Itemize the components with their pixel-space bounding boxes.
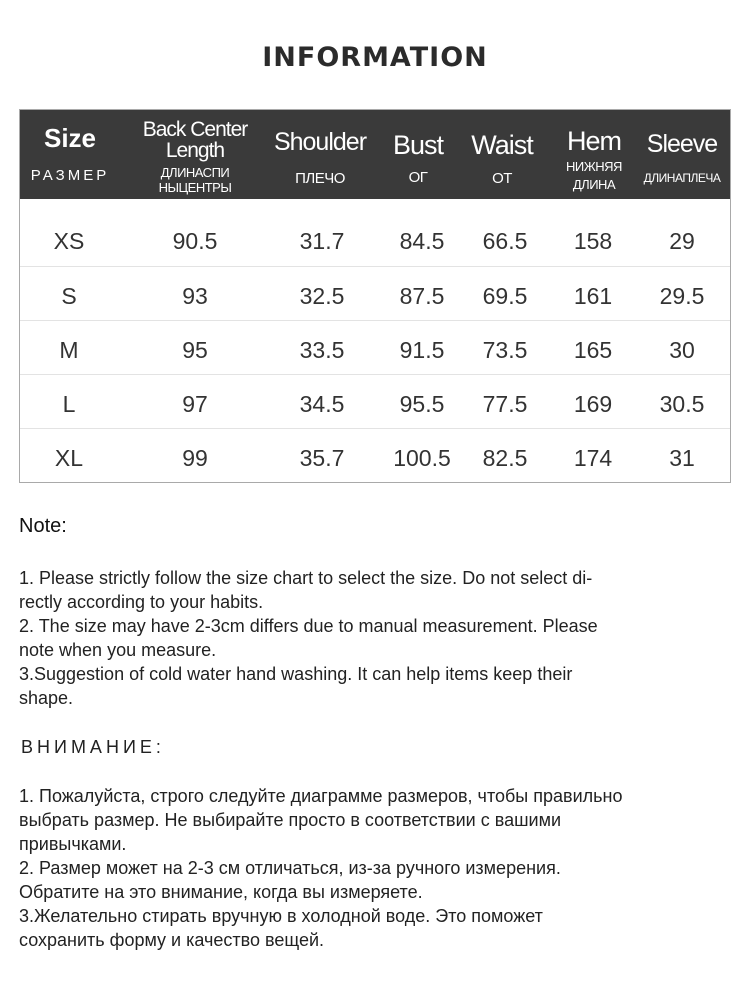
header-hem-label: Hem <box>566 126 621 156</box>
note-line: rectly according to your habits. <box>19 592 264 612</box>
header-back-center-length-line2: Length <box>165 139 225 162</box>
table-row <box>20 374 730 429</box>
cell-hem: 174 <box>573 445 613 471</box>
header-back-center-length-line1: Back Center <box>142 118 248 141</box>
header-sleeve <box>634 110 730 199</box>
note-line: shape. <box>19 688 74 708</box>
ru-note-line: сохранить форму и качество вещей. <box>19 930 325 950</box>
cell-shoulder: 33.5 <box>299 337 345 363</box>
cell-sleeve: 29.5 <box>659 283 705 309</box>
cell-shoulder: 31.7 <box>299 228 345 254</box>
header-shoulder-label: Shoulder <box>273 128 367 156</box>
cell-waist: 82.5 <box>482 445 528 471</box>
ru-note-line: привычками. <box>19 834 127 854</box>
size-chart-table <box>19 109 731 483</box>
header-shoulder <box>270 110 370 199</box>
table-row <box>20 428 730 483</box>
ru-note-line: выбрать размер. Не выбирайте просто в соответствии с вашими <box>19 810 562 830</box>
cell-sleeve: 30.5 <box>659 391 705 417</box>
note-line: note when you measure. <box>19 640 217 660</box>
header-size-label: Size <box>43 123 97 153</box>
header-hem <box>554 110 634 199</box>
cell-back-center-length: 93 <box>182 283 208 309</box>
header-hem-ru-line1: НИЖНЯЯ <box>566 159 622 174</box>
table-row <box>20 212 730 266</box>
cell-hem: 169 <box>573 391 613 417</box>
cell-hem: 161 <box>573 283 613 309</box>
header-size <box>20 110 120 199</box>
cell-size: XS <box>53 228 85 254</box>
cell-shoulder: 35.7 <box>299 445 345 471</box>
header-hem-ru-line2: ДЛИНА <box>572 177 616 192</box>
cell-sleeve: 29 <box>669 228 695 254</box>
ru-note-line: Обратите на это внимание, когда вы измеряете. <box>19 882 423 902</box>
header-back-center-length-ru-line2: НЫЦЕНТРЫ <box>158 180 232 195</box>
cell-bust: 87.5 <box>399 283 445 309</box>
note-line: 2. The size may have 2-3cm differs due to manual measurement. Please <box>19 616 598 636</box>
note-text-block <box>19 566 731 710</box>
ru-note-line: 3.Желательно стирать вручную в холодной воде. Это поможет <box>19 906 543 926</box>
cell-size: L <box>62 391 76 417</box>
table-row <box>20 266 730 321</box>
header-shoulder-ru-label: ПЛЕЧО <box>295 170 345 187</box>
header-waist-ru-label: ОТ <box>492 170 512 187</box>
table-row <box>20 320 730 375</box>
cell-size: S <box>61 283 77 309</box>
page-title: INFORMATION <box>262 42 488 73</box>
cell-bust: 91.5 <box>399 337 445 363</box>
cell-back-center-length: 95 <box>182 337 208 363</box>
cell-bust: 100.5 <box>393 445 451 471</box>
note-line: 3.Suggestion of cold water hand washing. It can help items keep their <box>19 664 573 684</box>
cell-waist: 69.5 <box>482 283 528 309</box>
cell-hem: 165 <box>573 337 613 363</box>
cell-back-center-length: 97 <box>182 391 208 417</box>
cell-waist: 77.5 <box>482 391 528 417</box>
cell-waist: 66.5 <box>482 228 528 254</box>
ru-note-line: 1. Пожалуйста, строго следуйте диаграмме размеров, чтобы правильно <box>19 786 623 806</box>
ru-note-line: 2. Размер может на 2-3 см отличаться, из-за ручного измерения. <box>19 858 561 878</box>
header-sleeve-label: Sleeve <box>646 130 718 158</box>
header-bust <box>382 110 454 199</box>
cell-hem: 158 <box>573 228 613 254</box>
note-line: 1. Please strictly follow the size chart to select the size. Do not select di- <box>19 568 593 588</box>
ru-note-text-block <box>19 784 731 952</box>
cell-bust: 84.5 <box>399 228 445 254</box>
cell-back-center-length: 90.5 <box>172 228 218 254</box>
cell-back-center-length: 99 <box>182 445 208 471</box>
cell-sleeve: 30 <box>669 337 695 363</box>
cell-size: XL <box>54 445 84 471</box>
header-sleeve-ru-label: ДЛИНАПЛЕЧА <box>643 171 721 185</box>
header-back-center-length-ru-line1: ДЛИНАСПИ <box>160 165 230 180</box>
cell-waist: 73.5 <box>482 337 528 363</box>
cell-sleeve: 31 <box>669 445 695 471</box>
table-header <box>20 110 730 199</box>
cell-size: M <box>59 337 79 363</box>
note-title: Note: <box>19 515 67 537</box>
header-waist-label: Waist <box>471 130 533 160</box>
header-waist <box>462 110 542 199</box>
cell-bust: 95.5 <box>399 391 445 417</box>
header-back-center-length <box>120 110 270 199</box>
header-size-ru-label: РАЗМЕР <box>30 167 110 184</box>
header-bust-ru-label: ОГ <box>408 169 428 186</box>
cell-shoulder: 34.5 <box>299 391 345 417</box>
ru-note-title: ВНИМАНИЕ: <box>21 737 165 757</box>
cell-shoulder: 32.5 <box>299 283 345 309</box>
header-bust-label: Bust <box>392 130 444 160</box>
